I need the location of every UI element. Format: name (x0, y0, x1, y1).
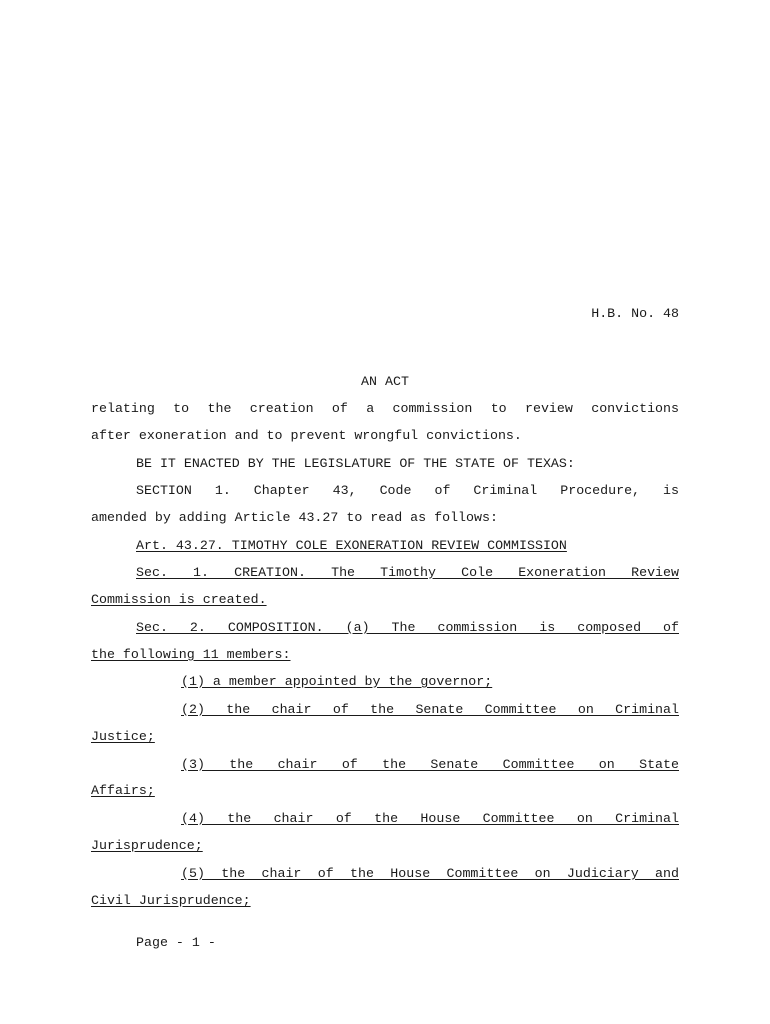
item-2-line-2-text: Justice; (91, 729, 155, 744)
item-3-line-2 (91, 782, 679, 800)
item-3-line-2-text: Affairs; (91, 783, 155, 798)
item-2-line-1: (2) the chair of the Senate Committee on Criminal (181, 702, 679, 717)
item-1-text: (1) a member appointed by the governor; (181, 674, 493, 689)
item-5-line-1: (5) the chair of the House Committee on Judiciary and (181, 866, 679, 881)
item-3-line-1: (3) the chair of the Senate Committee on State (181, 757, 679, 772)
sec1-line-2 (91, 591, 679, 609)
act-title: AN ACT (361, 374, 409, 389)
item-4-line-2-text: Jurisprudence; (91, 838, 203, 853)
article-heading (136, 537, 679, 555)
sec1-line-2-text: Commission is created. (91, 592, 267, 607)
page-footer: Page - 1 - (136, 935, 216, 950)
item-2-line-2 (91, 728, 679, 746)
caption-line-1: relating to the creation of a commission to review convictions (91, 401, 679, 416)
item-4-line-1: (4) the chair of the House Committee on Criminal (181, 811, 679, 826)
sec2-line-1: Sec. 2. COMPOSITION. (a) The commission is composed of (136, 620, 679, 635)
item-5-line-2-text: Civil Jurisprudence; (91, 893, 251, 908)
sec2-line-2-text: the following 11 members: (91, 647, 291, 662)
bill-number: H.B. No. 48 (591, 306, 679, 321)
sec1-line-1: Sec. 1. CREATION. The Timothy Cole Exoneration Review (136, 565, 679, 580)
item-5-line-2 (91, 892, 679, 910)
section1-line-1: SECTION 1. Chapter 43, Code of Criminal Procedure, is (136, 483, 679, 498)
section1-line-2: amended by adding Article 43.27 to read as follows: (91, 510, 498, 525)
enacting-clause: BE IT ENACTED BY THE LEGISLATURE OF THE STATE OF TEXAS: (136, 456, 575, 471)
caption-line-2: after exoneration and to prevent wrongful convictions. (91, 428, 522, 443)
item-1 (181, 673, 679, 691)
item-4-line-2 (91, 837, 679, 855)
sec2-line-2 (91, 646, 679, 664)
article-heading-text: Art. 43.27. TIMOTHY COLE EXONERATION REVIEW COMMISSION (136, 538, 567, 553)
